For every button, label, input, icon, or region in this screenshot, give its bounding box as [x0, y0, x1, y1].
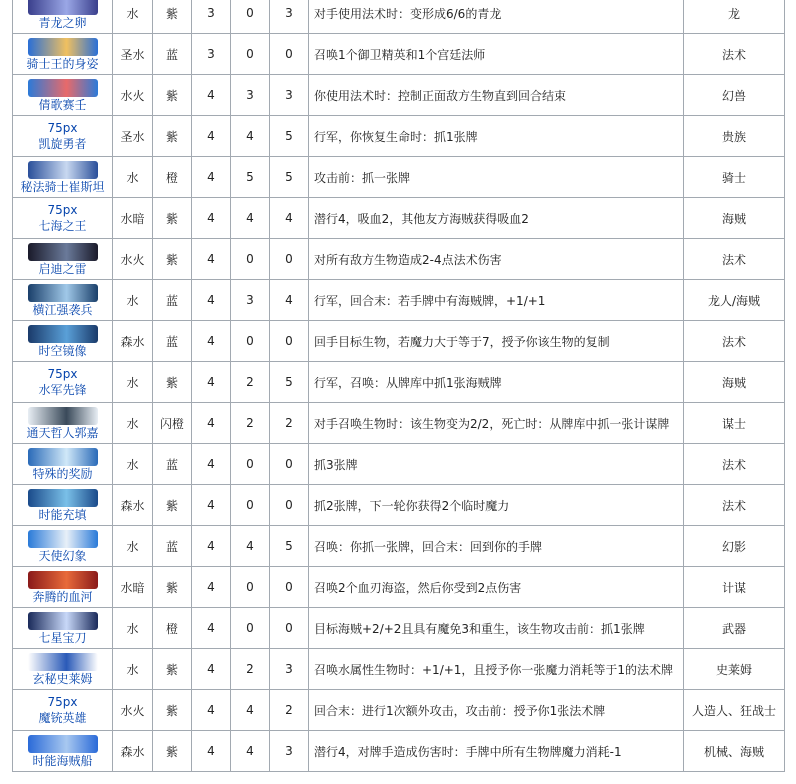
- health-cell: 0: [270, 485, 309, 526]
- card-name-link[interactable]: 时能充填: [38, 507, 87, 522]
- cost-cell: 4: [192, 608, 231, 649]
- card-name-cell: [13, 690, 113, 731]
- table-row: [13, 485, 785, 526]
- card-name-cell: [13, 75, 113, 116]
- cost-cell: 4: [192, 116, 231, 157]
- rarity-cell: 蓝: [153, 34, 192, 75]
- effect-cell: 你使用法术时：控制正面敌方生物直到回合结束: [309, 75, 684, 116]
- card-name-link[interactable]: 青龙之卵: [38, 15, 87, 30]
- card-name-link[interactable]: 魔铳英雄: [38, 711, 87, 725]
- table-row: [13, 0, 785, 34]
- cost-cell: 4: [192, 690, 231, 731]
- cost-cell: 4: [192, 567, 231, 608]
- attribute-cell: 水: [113, 526, 153, 567]
- rarity-cell: 橙: [153, 157, 192, 198]
- table-row: [13, 239, 785, 280]
- attack-cell: 0: [231, 239, 270, 280]
- card-name-link[interactable]: 倩歌赛壬: [38, 97, 87, 112]
- card-name-link[interactable]: 水军先锋: [38, 383, 87, 397]
- attack-cell: 4: [231, 731, 270, 772]
- attribute-cell: 水: [113, 157, 153, 198]
- table-row: [13, 198, 785, 239]
- card-art-image[interactable]: [28, 653, 98, 671]
- health-cell: 0: [270, 567, 309, 608]
- attribute-cell: 水: [113, 444, 153, 485]
- attack-cell: 0: [231, 485, 270, 526]
- health-cell: 0: [270, 608, 309, 649]
- health-cell: 3: [270, 649, 309, 690]
- type-cell: 谋士: [684, 403, 785, 444]
- table-row: [13, 444, 785, 485]
- table-row: [13, 280, 785, 321]
- table-row: [13, 567, 785, 608]
- card-name-link[interactable]: 凯旋勇者: [38, 137, 87, 151]
- type-cell: 龙人/海贼: [684, 280, 785, 321]
- effect-cell: 攻击前：抓一张牌: [309, 157, 684, 198]
- table-row: [13, 75, 785, 116]
- rarity-cell: 紫: [153, 649, 192, 690]
- health-cell: 0: [270, 321, 309, 362]
- table-row: [13, 403, 785, 444]
- table-row: [13, 157, 785, 198]
- card-name-cell: [13, 0, 113, 34]
- attribute-cell: 水火: [113, 239, 153, 280]
- card-name-cell: [13, 731, 113, 772]
- card-name-cell: [13, 34, 113, 75]
- card-art-image[interactable]: [28, 79, 98, 97]
- card-name-cell: [13, 116, 113, 157]
- effect-cell: 召唤1个御卫精英和1个宫廷法师: [309, 34, 684, 75]
- type-cell: 法术: [684, 444, 785, 485]
- health-cell: 5: [270, 362, 309, 403]
- rarity-cell: 紫: [153, 485, 192, 526]
- effect-cell: 对所有敌方生物造成2-4点法术伤害: [309, 239, 684, 280]
- card-art-image[interactable]: [28, 284, 98, 302]
- table-row: [13, 649, 785, 690]
- health-cell: 3: [270, 75, 309, 116]
- effect-cell: 召唤：你抓一张牌，回合末：回到你的手牌: [309, 526, 684, 567]
- type-cell: 法术: [684, 321, 785, 362]
- card-name-cell: [13, 321, 113, 362]
- attribute-cell: 森水: [113, 485, 153, 526]
- card-name-link[interactable]: 横江强袭兵: [32, 302, 93, 317]
- type-cell: 武器: [684, 608, 785, 649]
- attack-cell: 0: [231, 444, 270, 485]
- effect-cell: 抓2张牌，下一轮你获得2个临时魔力: [309, 485, 684, 526]
- rarity-cell: 紫: [153, 75, 192, 116]
- card-table: [12, 0, 785, 772]
- card-name-link[interactable]: 通天哲人郭嘉: [26, 425, 99, 440]
- cost-cell: 4: [192, 731, 231, 772]
- card-art-image[interactable]: [28, 448, 98, 466]
- card-art-image[interactable]: [28, 407, 98, 425]
- card-name-link[interactable]: 奔腾的血河: [32, 589, 93, 604]
- rarity-cell: 紫: [153, 198, 192, 239]
- type-cell: 幻兽: [684, 75, 785, 116]
- card-name-cell: [13, 198, 113, 239]
- effect-cell: 对手使用法术时：变形成6/6的青龙: [309, 0, 684, 34]
- attack-cell: 4: [231, 116, 270, 157]
- health-cell: 0: [270, 239, 309, 280]
- card-name-cell: [13, 485, 113, 526]
- attribute-cell: 水: [113, 280, 153, 321]
- attack-cell: 4: [231, 690, 270, 731]
- attack-cell: 3: [231, 280, 270, 321]
- attack-cell: 3: [231, 75, 270, 116]
- card-art-image[interactable]: [28, 735, 98, 753]
- cost-cell: 4: [192, 485, 231, 526]
- cost-cell: 4: [192, 444, 231, 485]
- card-art-image[interactable]: [28, 243, 98, 261]
- effect-cell: 潜行4，吸血2，其他友方海贼获得吸血2: [309, 198, 684, 239]
- attack-cell: 0: [231, 608, 270, 649]
- table-row: [13, 526, 785, 567]
- card-art-image[interactable]: [28, 161, 98, 179]
- cost-cell: 4: [192, 403, 231, 444]
- effect-cell: 行军，你恢复生命时：抓1张牌: [309, 116, 684, 157]
- attribute-cell: 水: [113, 403, 153, 444]
- card-name-link[interactable]: 时能海贼船: [32, 753, 93, 768]
- cost-cell: 4: [192, 75, 231, 116]
- table-row: [13, 731, 785, 772]
- rarity-cell: 蓝: [153, 280, 192, 321]
- rarity-cell: 紫: [153, 239, 192, 280]
- table-row: [13, 690, 785, 731]
- type-cell: 史莱姆: [684, 649, 785, 690]
- card-name-cell: [13, 362, 113, 403]
- cost-cell: 3: [192, 34, 231, 75]
- attack-cell: 2: [231, 362, 270, 403]
- table-row: [13, 321, 785, 362]
- type-cell: 海贼: [684, 362, 785, 403]
- type-cell: 法术: [684, 485, 785, 526]
- card-art-image[interactable]: [28, 325, 98, 343]
- type-cell: 人造人、狂战士: [684, 690, 785, 731]
- cost-cell: 4: [192, 526, 231, 567]
- rarity-cell: 橙: [153, 608, 192, 649]
- type-cell: 法术: [684, 34, 785, 75]
- cost-cell: 4: [192, 649, 231, 690]
- type-cell: 法术: [684, 239, 785, 280]
- card-name-cell: [13, 526, 113, 567]
- attribute-cell: 水火: [113, 75, 153, 116]
- card-name-cell: [13, 608, 113, 649]
- cost-cell: 4: [192, 280, 231, 321]
- image-size-text: 75px: [47, 121, 78, 135]
- effect-cell: 召唤水属性生物时：+1/+1，且授予你一张魔力消耗等于1的法术牌: [309, 649, 684, 690]
- image-size-text: 75px: [47, 367, 78, 381]
- attribute-cell: 水暗: [113, 198, 153, 239]
- rarity-cell: 蓝: [153, 526, 192, 567]
- effect-cell: 召唤2个血刃海盗，然后你受到2点伤害: [309, 567, 684, 608]
- card-art-image[interactable]: [28, 489, 98, 507]
- health-cell: 5: [270, 116, 309, 157]
- card-name-cell: [13, 239, 113, 280]
- type-cell: 贵族: [684, 116, 785, 157]
- rarity-cell: 紫: [153, 362, 192, 403]
- health-cell: 4: [270, 280, 309, 321]
- rarity-cell: 紫: [153, 567, 192, 608]
- rarity-cell: 蓝: [153, 321, 192, 362]
- card-art-image[interactable]: [28, 530, 98, 548]
- cost-cell: 4: [192, 239, 231, 280]
- card-name-link[interactable]: 启迪之雷: [38, 261, 87, 276]
- rarity-cell: 蓝: [153, 444, 192, 485]
- type-cell: 海贼: [684, 198, 785, 239]
- card-table-body: [13, 0, 785, 772]
- attribute-cell: 森水: [113, 321, 153, 362]
- card-name-link[interactable]: 七海之王: [38, 219, 87, 233]
- health-cell: 5: [270, 157, 309, 198]
- card-name-cell: [13, 157, 113, 198]
- image-size-text: 75px: [47, 695, 78, 709]
- attack-cell: 0: [231, 321, 270, 362]
- attribute-cell: 圣水: [113, 34, 153, 75]
- attribute-cell: 圣水: [113, 116, 153, 157]
- card-name-cell: [13, 280, 113, 321]
- attribute-cell: 水: [113, 362, 153, 403]
- attack-cell: 2: [231, 403, 270, 444]
- type-cell: 幻影: [684, 526, 785, 567]
- attack-cell: 4: [231, 526, 270, 567]
- attack-cell: 0: [231, 0, 270, 34]
- rarity-cell: 紫: [153, 116, 192, 157]
- health-cell: 3: [270, 0, 309, 34]
- health-cell: 2: [270, 690, 309, 731]
- cost-cell: 4: [192, 362, 231, 403]
- attack-cell: 2: [231, 649, 270, 690]
- table-row: [13, 362, 785, 403]
- effect-cell: 行军，召唤：从牌库中抓1张海贼牌: [309, 362, 684, 403]
- attack-cell: 4: [231, 198, 270, 239]
- health-cell: 5: [270, 526, 309, 567]
- cost-cell: 4: [192, 321, 231, 362]
- card-art-image[interactable]: [28, 38, 98, 56]
- effect-cell: 抓3张牌: [309, 444, 684, 485]
- type-cell: 计谋: [684, 567, 785, 608]
- attribute-cell: 森水: [113, 731, 153, 772]
- effect-cell: 回合末：进行1次额外攻击，攻击前：授予你1张法术牌: [309, 690, 684, 731]
- card-name-link[interactable]: 七星宝刀: [38, 630, 87, 645]
- cost-cell: 4: [192, 157, 231, 198]
- attribute-cell: 水: [113, 649, 153, 690]
- card-art-image[interactable]: [28, 0, 98, 15]
- attack-cell: 5: [231, 157, 270, 198]
- effect-cell: 对手召唤生物时：该生物变为2/2，死亡时：从牌库中抓一张计谋牌: [309, 403, 684, 444]
- card-name-cell: [13, 444, 113, 485]
- card-name-link[interactable]: 天使幻象: [38, 548, 87, 563]
- effect-cell: 潜行4，对牌手造成伤害时：手牌中所有生物牌魔力消耗-1: [309, 731, 684, 772]
- effect-cell: 回手目标生物，若魔力大于等于7，授予你该生物的复制: [309, 321, 684, 362]
- attribute-cell: 水: [113, 608, 153, 649]
- card-name-link[interactable]: 骑士王的身姿: [26, 56, 99, 71]
- cost-cell: 4: [192, 198, 231, 239]
- type-cell: 机械、海贼: [684, 731, 785, 772]
- attribute-cell: 水: [113, 0, 153, 34]
- image-size-text: 75px: [47, 203, 78, 217]
- card-art-image[interactable]: [28, 571, 98, 589]
- type-cell: 龙: [684, 0, 785, 34]
- health-cell: 2: [270, 403, 309, 444]
- card-name-link[interactable]: 玄秘史莱姆: [32, 671, 93, 686]
- table-row: [13, 116, 785, 157]
- card-name-link[interactable]: 特殊的奖励: [32, 466, 93, 481]
- rarity-cell: 紫: [153, 731, 192, 772]
- card-art-image[interactable]: [28, 612, 98, 630]
- card-name-link[interactable]: 秘法骑士崔斯坦: [20, 179, 105, 194]
- attribute-cell: 水暗: [113, 567, 153, 608]
- table-row: [13, 608, 785, 649]
- rarity-cell: 闪橙: [153, 403, 192, 444]
- cost-cell: 3: [192, 0, 231, 34]
- table-row: [13, 34, 785, 75]
- rarity-cell: 紫: [153, 690, 192, 731]
- effect-cell: 行军，回合末：若手牌中有海贼牌，+1/+1: [309, 280, 684, 321]
- card-name-cell: [13, 567, 113, 608]
- health-cell: 3: [270, 731, 309, 772]
- attack-cell: 0: [231, 34, 270, 75]
- card-name-cell: [13, 649, 113, 690]
- health-cell: 0: [270, 444, 309, 485]
- attack-cell: 0: [231, 567, 270, 608]
- attribute-cell: 水火: [113, 690, 153, 731]
- rarity-cell: 紫: [153, 0, 192, 34]
- card-name-link[interactable]: 时空镜像: [38, 343, 87, 358]
- effect-cell: 目标海贼+2/+2且具有魔免3和重生，该生物攻击前：抓1张牌: [309, 608, 684, 649]
- type-cell: 骑士: [684, 157, 785, 198]
- health-cell: 0: [270, 34, 309, 75]
- health-cell: 4: [270, 198, 309, 239]
- card-name-cell: [13, 403, 113, 444]
